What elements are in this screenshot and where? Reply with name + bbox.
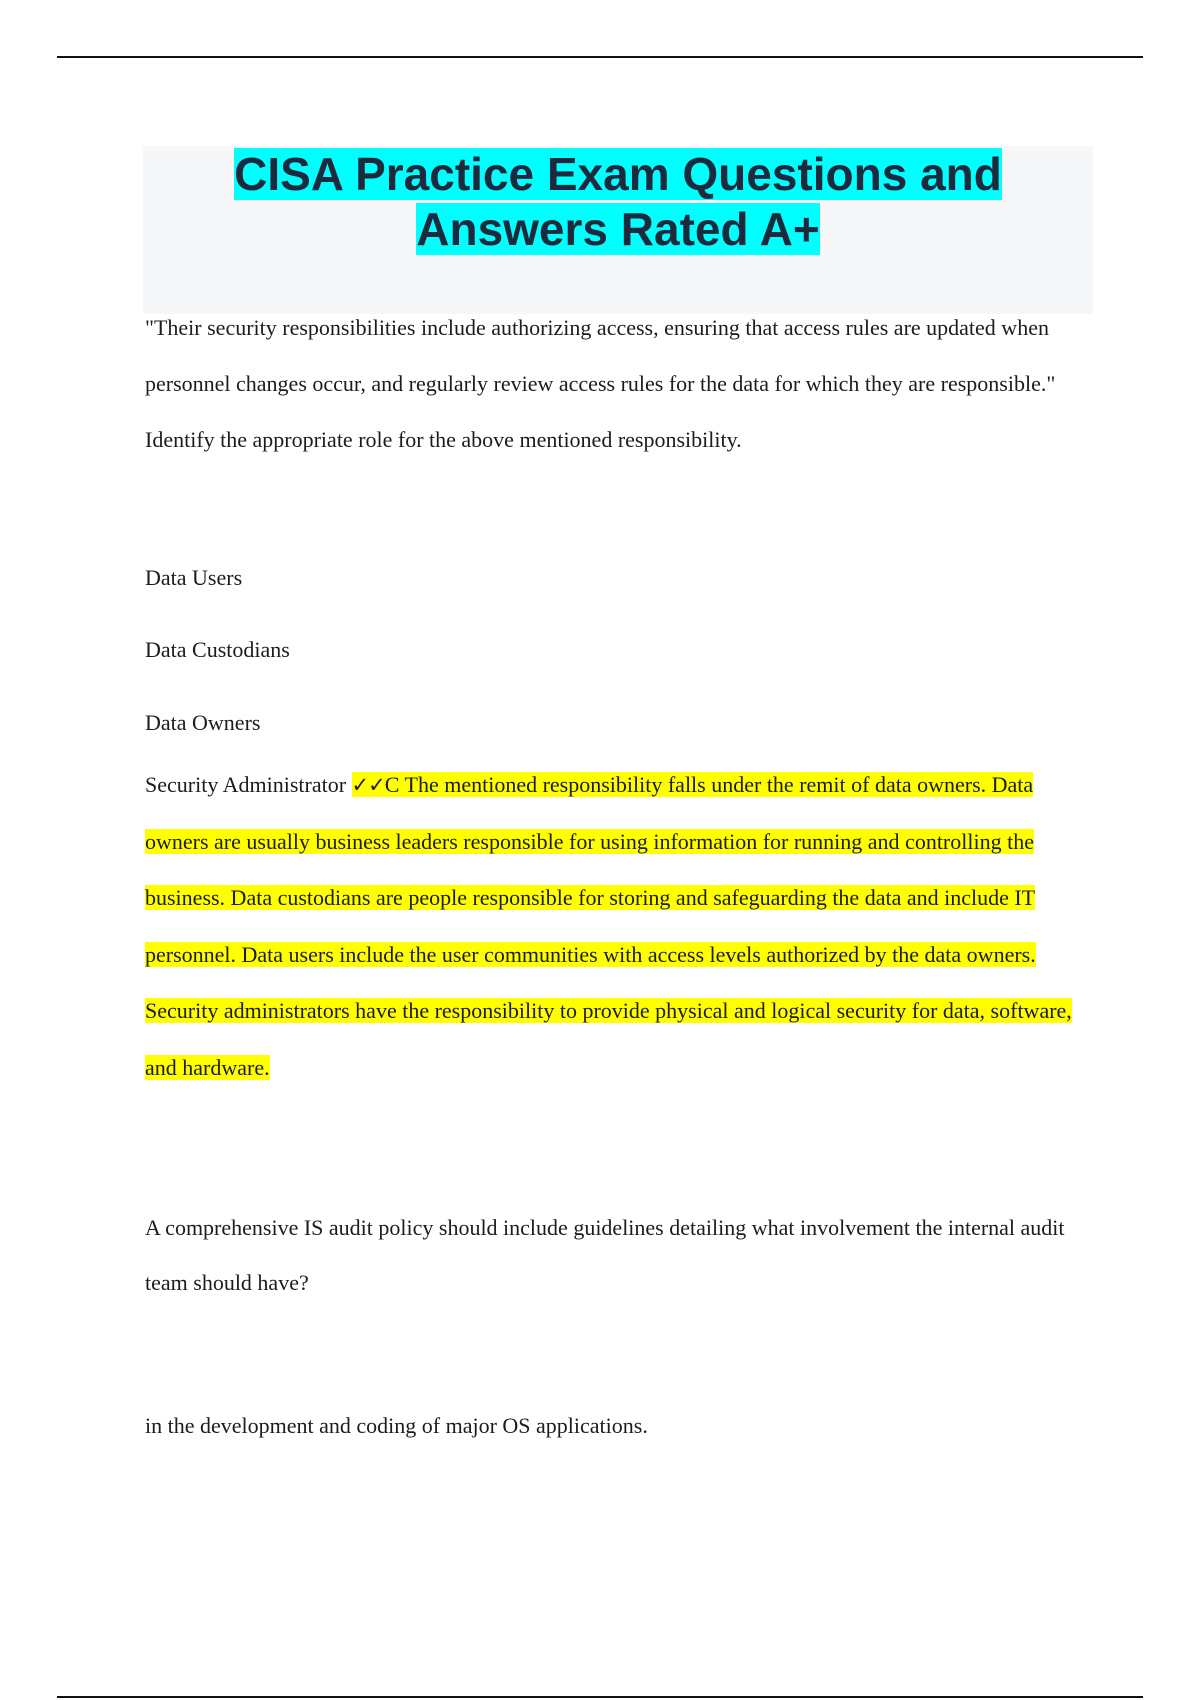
question-1-text: "Their security responsibilities include authorizing access, ensuring that access rules are updated when personnel changes occur, and regularly review access rules for the data for which they are responsible." Identify the appropriate role for the above mentioned responsibility.	[145, 315, 1056, 452]
top-rule	[57, 56, 1143, 58]
title-line-2: Answers Rated A+	[416, 203, 820, 255]
double-check-icon: ✓✓	[351, 773, 385, 797]
document-title	[143, 146, 1093, 257]
title-panel	[143, 146, 1093, 314]
question-1-option-security-administrator: Security Administrator	[145, 772, 347, 797]
question-1-option-data-custodians: Data Custodians	[145, 637, 290, 662]
question-2-text: A comprehensive IS audit policy should include guidelines detailing what involvement the internal audit team should have?	[145, 1215, 1065, 1295]
question-1-option-security-administrator-with-answer	[145, 757, 1085, 1096]
title-line-1: CISA Practice Exam Questions and	[234, 148, 1002, 200]
bottom-rule	[57, 1696, 1143, 1698]
question-1-option-data-owners: Data Owners	[145, 710, 261, 735]
answer-highlight	[145, 772, 1072, 1080]
question-1-option-data-users: Data Users	[145, 565, 243, 590]
question-1-answer-explanation: C The mentioned responsibility falls under the remit of data owners. Data owners are usually business leaders responsible for using information for running and controlling the business. Data custodians are people responsible for storing and safeguarding the data and include IT personnel. Data users include the user communities with access levels authorized by the data owners. Security administrators have the responsibility to provide physical and logical security for data, software, and hardware.	[145, 772, 1072, 1080]
question-2-option-1: in the development and coding of major OS applications.	[145, 1413, 648, 1438]
